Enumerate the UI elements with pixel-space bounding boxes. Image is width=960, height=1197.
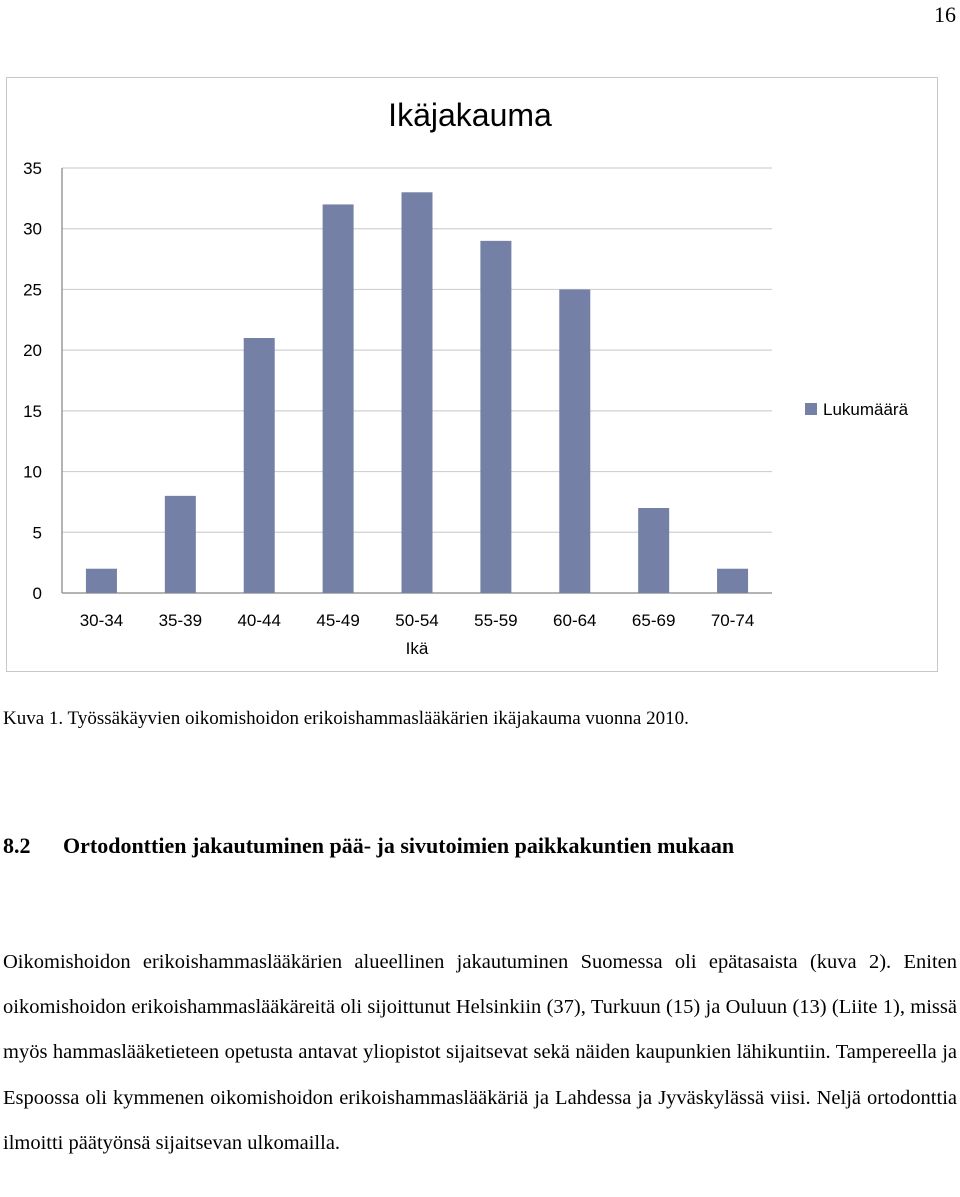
bar xyxy=(165,496,196,593)
y-tick-label: 10 xyxy=(23,462,42,482)
page-number: 16 xyxy=(934,2,956,27)
bar xyxy=(244,338,275,593)
bar xyxy=(86,569,117,593)
y-tick-label: 25 xyxy=(23,280,42,300)
legend-label: Lukumäärä xyxy=(823,400,909,419)
legend-swatch xyxy=(805,403,817,415)
x-axis-title: Ikä xyxy=(405,639,429,658)
bar-chart xyxy=(7,78,939,673)
section-title: Ortodonttien jakautuminen pää- ja sivutoimien paikkakuntien mukaan xyxy=(63,833,735,858)
y-tick-label: 35 xyxy=(23,159,42,178)
x-tick-label: 70-74 xyxy=(710,611,755,630)
bar xyxy=(559,289,590,593)
y-tick-label: 0 xyxy=(32,584,42,603)
section-heading xyxy=(3,833,734,859)
bar xyxy=(323,204,354,593)
bar xyxy=(402,192,433,593)
x-tick-label: 30-34 xyxy=(79,611,124,630)
y-tick-label: 20 xyxy=(23,341,42,361)
x-tick-label: 55-59 xyxy=(474,611,518,630)
y-tick-label: 15 xyxy=(23,401,42,421)
x-tick-label: 60-64 xyxy=(553,611,597,630)
x-tick-label: 35-39 xyxy=(158,611,203,630)
x-tick-label: 50-54 xyxy=(395,611,439,630)
body-paragraph: Oikomishoidon erikoishammaslääkärien alueellinen jakautuminen Suomessa oli epätasaista (kuva 2). Eniten oikomishoidon erikoishammaslääkäreitä oli sijoittunut Helsinkiin (37), Turkuun (15) ja Ouluun (13) (Liite 1), missä myös hammaslääketieteen opetusta antavat yliopistot sijaitsevat sekä näiden kaupunkien lähikuntiin. Tampereella ja Espoossa oli kymmenen oikomishoidon erikoishammaslääkäriä ja Lahdessa ja Jyväskylässä viisi. Neljä ortodonttia ilmoitti päätyönsä sijaitsevan ulkomailla. xyxy=(3,951,957,1154)
bar xyxy=(717,569,748,593)
bar xyxy=(480,241,511,593)
figure-caption: Kuva 1. Työssäkäyvien oikomishoidon erikoishammaslääkärien ikäjakauma vuonna 2010. xyxy=(3,708,689,729)
bar xyxy=(638,508,669,593)
chart-title: Ikäjakauma xyxy=(388,97,552,133)
y-tick-label: 5 xyxy=(32,523,42,543)
x-tick-label: 65-69 xyxy=(631,611,676,630)
section-number: 8.2 xyxy=(3,833,31,858)
x-tick-label: 40-44 xyxy=(237,611,281,630)
chart-frame xyxy=(6,77,938,672)
y-tick-label: 30 xyxy=(23,219,42,239)
x-tick-label: 45-49 xyxy=(316,611,360,630)
